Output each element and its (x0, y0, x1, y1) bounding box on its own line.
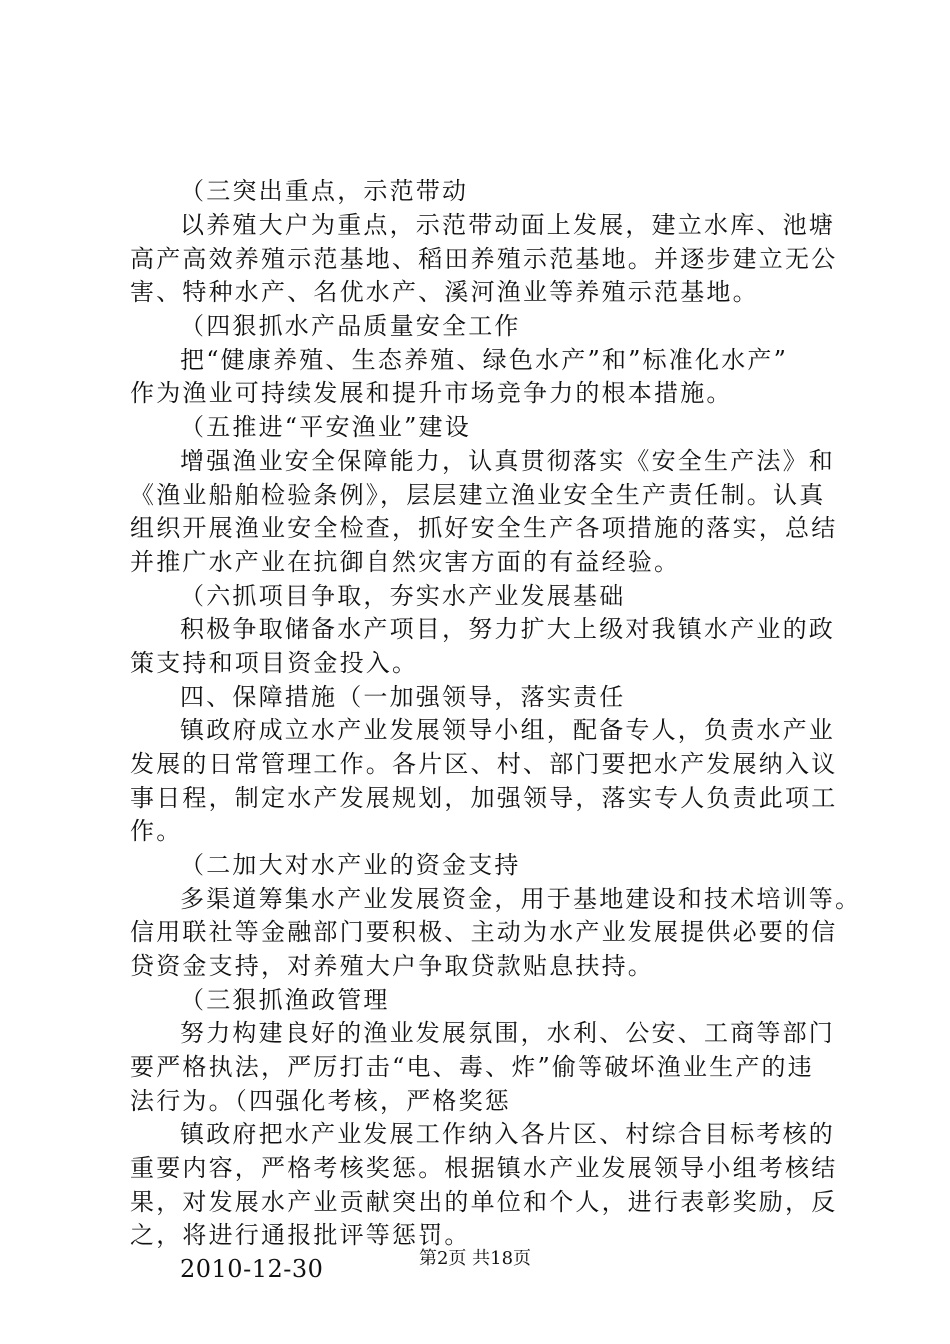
paragraph-line: 积极争取储备水产项目，努力扩大上级对我镇水产业的政 (180, 615, 835, 643)
paragraph-line: 果，对发展水产业贡献突出的单位和个人，进行表彰奖励，反 (130, 1188, 838, 1216)
heading-line: （五推进“平安渔业”建设 (180, 413, 471, 441)
paragraph-line: 事日程，制定水产发展规划，加强领导，落实专人负责此项工 (130, 784, 838, 812)
heading-line: （三狠抓渔政管理 (180, 986, 390, 1014)
paragraph-line: 镇政府把水产业发展工作纳入各片区、村综合目标考核的 (180, 1120, 835, 1148)
heading-line: （六抓项目争取，夯实水产业发展基础 (180, 582, 626, 610)
paragraph-line: 《渔业船舶检验条例》，层层建立渔业安全生产责任制。认真 (130, 481, 826, 509)
paragraph-line: 以养殖大户为重点，示范带动面上发展，建立水库、池塘 (180, 211, 835, 239)
heading-line: （三突出重点，示范带动 (180, 177, 469, 205)
heading-line: 四、保障措施（一加强领导，落实责任 (180, 683, 626, 711)
paragraph-line: 作为渔业可持续发展和提升市场竞争力的根本措施。 (130, 379, 733, 407)
page-number-footer: 第2页 共18页 (418, 1248, 532, 1269)
paragraph-line: 策支持和项目资金投入。 (130, 649, 419, 677)
paragraph-line: 把“健康养殖、生态养殖、绿色水产”和”标准化水产” (180, 346, 789, 374)
paragraph-line: 高产高效养殖示范基地、稻田养殖示范基地。并逐步建立无公 (130, 245, 838, 273)
paragraph-line: 之，将进行通报批评等惩罚。 (130, 1221, 471, 1249)
paragraph-line: 组织开展渔业安全检查，抓好安全生产各项措施的落实，总结 (130, 514, 838, 542)
paragraph-line: 发展的日常管理工作。各片区、村、部门要把水产发展纳入议 (130, 750, 838, 778)
paragraph-line: 害、特种水产、名优水产、溪河渔业等养殖示范基地。 (130, 278, 759, 306)
paragraph-line: 法行为。（四强化考核，严格奖惩 (130, 1087, 511, 1115)
document-date: 2010-12-30 (180, 1255, 324, 1283)
heading-line: （四狠抓水产品质量安全工作 (180, 312, 521, 340)
paragraph-line: 贷资金支持，对养殖大户争取贷款贴息扶持。 (130, 952, 654, 980)
paragraph-line: 作。 (130, 817, 183, 845)
paragraph-line: 信用联社等金融部门要积极、主动为水产业发展提供必要的信 (130, 918, 838, 946)
heading-line: （二加大对水产业的资金支持 (180, 851, 521, 879)
paragraph-line: 并推广水产业在抗御自然灾害方面的有益经验。 (130, 548, 681, 576)
paragraph-line: 镇政府成立水产业发展领导小组，配备专人，负责水产业 (180, 716, 835, 744)
paragraph-line: 要严格执法，严厉打击“电、毒、炸”偷等破坏渔业生产的违 (130, 1053, 814, 1081)
paragraph-line: 增强渔业安全保障能力，认真贯彻落实《安全生产法》和 (180, 447, 835, 475)
paragraph-line: 多渠道筹集水产业发展资金，用于基地建设和技术培训等。 (180, 885, 862, 913)
paragraph-line: 努力构建良好的渔业发展氛围，水利、公安、工商等部门 (180, 1019, 835, 1047)
paragraph-line: 重要内容，严格考核奖惩。根据镇水产业发展领导小组考核结 (130, 1154, 838, 1182)
